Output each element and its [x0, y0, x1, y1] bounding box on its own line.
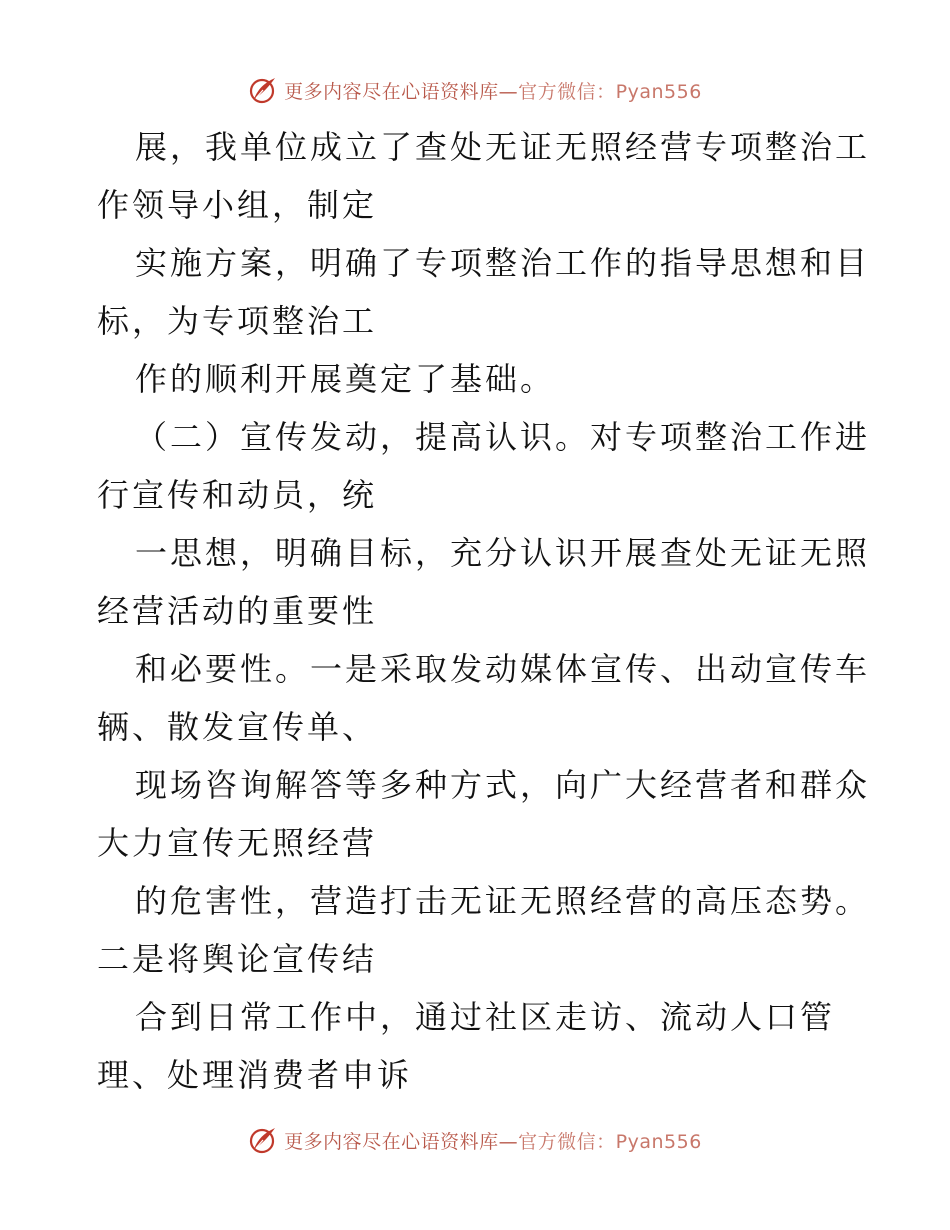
header-banner-dash: —: [498, 80, 519, 103]
text-line: 的危害性，营造打击无证无照经营的高压态势。: [135, 882, 871, 920]
text-line: 标，为专项整治工: [97, 302, 378, 340]
text-line: （二）宣传发动，提高认识。对专项整治工作进: [135, 418, 871, 456]
text-line: 理、处理消费者申诉: [97, 1056, 413, 1094]
footer-banner-main: 更多内容尽在心语资料库: [284, 1130, 499, 1153]
footer-banner-text: [284, 1127, 702, 1154]
footer-banner: [0, 1120, 950, 1160]
text-line: 合到日常工作中，通过社区走访、流动人口管: [135, 998, 836, 1036]
footer-banner-dash: —: [498, 1130, 519, 1153]
text-line: 展，我单位成立了查处无证无照经营专项整治工: [135, 128, 871, 166]
text-line: 经营活动的重要性: [97, 592, 378, 630]
text-line: 二是将舆论宣传结: [97, 940, 378, 978]
text-line: 辆、散发宣传单、: [97, 708, 378, 746]
text-line: 一思想，明确目标，充分认识开展查处无证无照: [135, 534, 871, 572]
footer-banner-wechat: 官方微信：Pyan556: [518, 1130, 702, 1153]
header-banner-wechat: 官方微信：Pyan556: [518, 80, 702, 103]
text-line: 作的顺利开展奠定了基础。: [135, 360, 556, 398]
header-banner-text: [284, 77, 702, 104]
text-line: 和必要性。一是采取发动媒体宣传、出动宣传车: [135, 650, 871, 688]
text-line: 行宣传和动员，统: [97, 476, 378, 514]
text-line: 现场咨询解答等多种方式，向广大经营者和群众: [135, 766, 871, 804]
text-line: 作领导小组，制定: [97, 186, 378, 224]
header-banner-main: 更多内容尽在心语资料库: [284, 80, 499, 103]
quill-pen-logo-icon: [248, 1125, 278, 1155]
text-line: 实施方案，明确了专项整治工作的指导思想和目: [135, 244, 871, 282]
quill-pen-logo-icon: [248, 75, 278, 105]
document-body: [97, 118, 871, 1104]
text-line: 大力宣传无照经营: [97, 824, 378, 862]
header-banner: [0, 70, 950, 110]
